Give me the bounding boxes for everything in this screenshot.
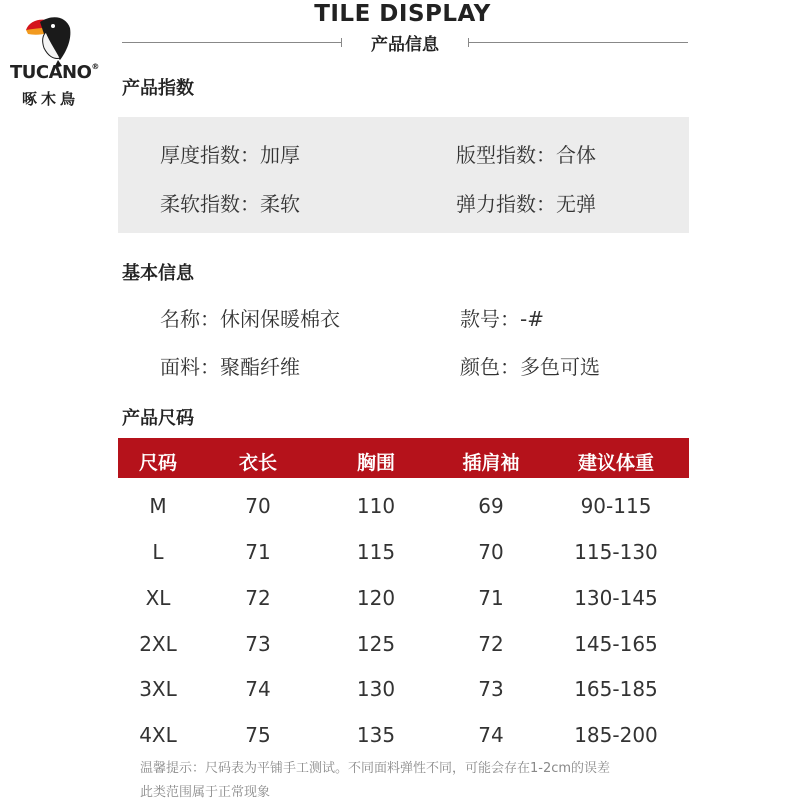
size-table-cell: 120	[356, 586, 396, 610]
size-table-cell: M	[149, 494, 167, 518]
size-table-cell: XL	[145, 586, 171, 610]
size-table-cell: 135	[356, 723, 396, 747]
size-table-cell: 71	[478, 586, 504, 610]
color-options: 颜色：多色可选	[460, 355, 600, 379]
size-table-cell: 130-145	[574, 586, 658, 610]
size-table-cell: 74	[478, 723, 504, 747]
size-table-header-cell: 胸围	[356, 452, 395, 474]
size-table-cell: 110	[356, 494, 396, 518]
size-table-cell: 71	[245, 540, 271, 564]
size-note-line-2: 此类范围属于正常现象	[140, 785, 271, 800]
size-table-cell: 3XL	[139, 677, 177, 701]
size-table-cell: 90-115	[580, 494, 652, 518]
size-table-cell: 74	[245, 677, 271, 701]
header-divider-right	[468, 42, 688, 43]
size-table-cell: L	[152, 540, 164, 564]
size-table-cell: 115	[356, 540, 396, 564]
size-table-header-cell: 插肩袖	[462, 452, 520, 474]
size-table-cell: 4XL	[139, 723, 177, 747]
size-table-cell: 72	[478, 632, 504, 656]
size-table-cell: 2XL	[139, 632, 177, 656]
index-section-title: 产品指数	[122, 78, 194, 99]
fabric: 面料：聚酯纤维	[160, 355, 300, 379]
size-table-header-cell: 建议体重	[577, 452, 654, 474]
size-table-cell: 145-165	[574, 632, 658, 656]
size-table-cell: 185-200	[574, 723, 658, 747]
basic-section-title: 基本信息	[122, 263, 194, 284]
softness-index: 柔软指数：柔软	[160, 192, 300, 216]
elasticity-index: 弹力指数：无弹	[456, 192, 596, 216]
size-table-cell: 70	[478, 540, 504, 564]
thickness-index: 厚度指数：加厚	[160, 143, 300, 167]
size-table-cell: 125	[356, 632, 396, 656]
page-title: TILE DISPLAY	[314, 1, 491, 27]
size-table-cell: 75	[245, 723, 271, 747]
product-name: 名称：休闲保暖棉衣	[160, 307, 340, 331]
logo-wordmark: TUCANO®	[10, 62, 99, 83]
size-table-cell: 115-130	[574, 540, 658, 564]
size-table-header-cell: 尺码	[138, 452, 177, 474]
size-table-cell: 72	[245, 586, 271, 610]
page-subtitle: 产品信息	[371, 35, 439, 55]
size-note-line-1: 温馨提示：尺码表为平铺手工测试。不同面料弹性不同，可能会存在1-2cm的误差	[140, 761, 611, 776]
size-table-header-cell: 衣长	[238, 452, 277, 474]
size-table-cell: 165-185	[574, 677, 658, 701]
size-table-cell: 73	[478, 677, 504, 701]
size-table-cell: 69	[478, 494, 504, 518]
size-table-cell: 70	[245, 494, 271, 518]
size-section-title: 产品尺码	[122, 408, 194, 429]
fit-index: 版型指数：合体	[456, 143, 596, 167]
size-table-cell: 73	[245, 632, 271, 656]
header-divider-left	[122, 42, 342, 43]
size-table-cell: 130	[356, 677, 396, 701]
header-divider-tick-left	[341, 38, 342, 47]
style-number: 款号：-#	[460, 307, 544, 331]
logo-chinese-name: 啄木鳥	[22, 90, 80, 108]
